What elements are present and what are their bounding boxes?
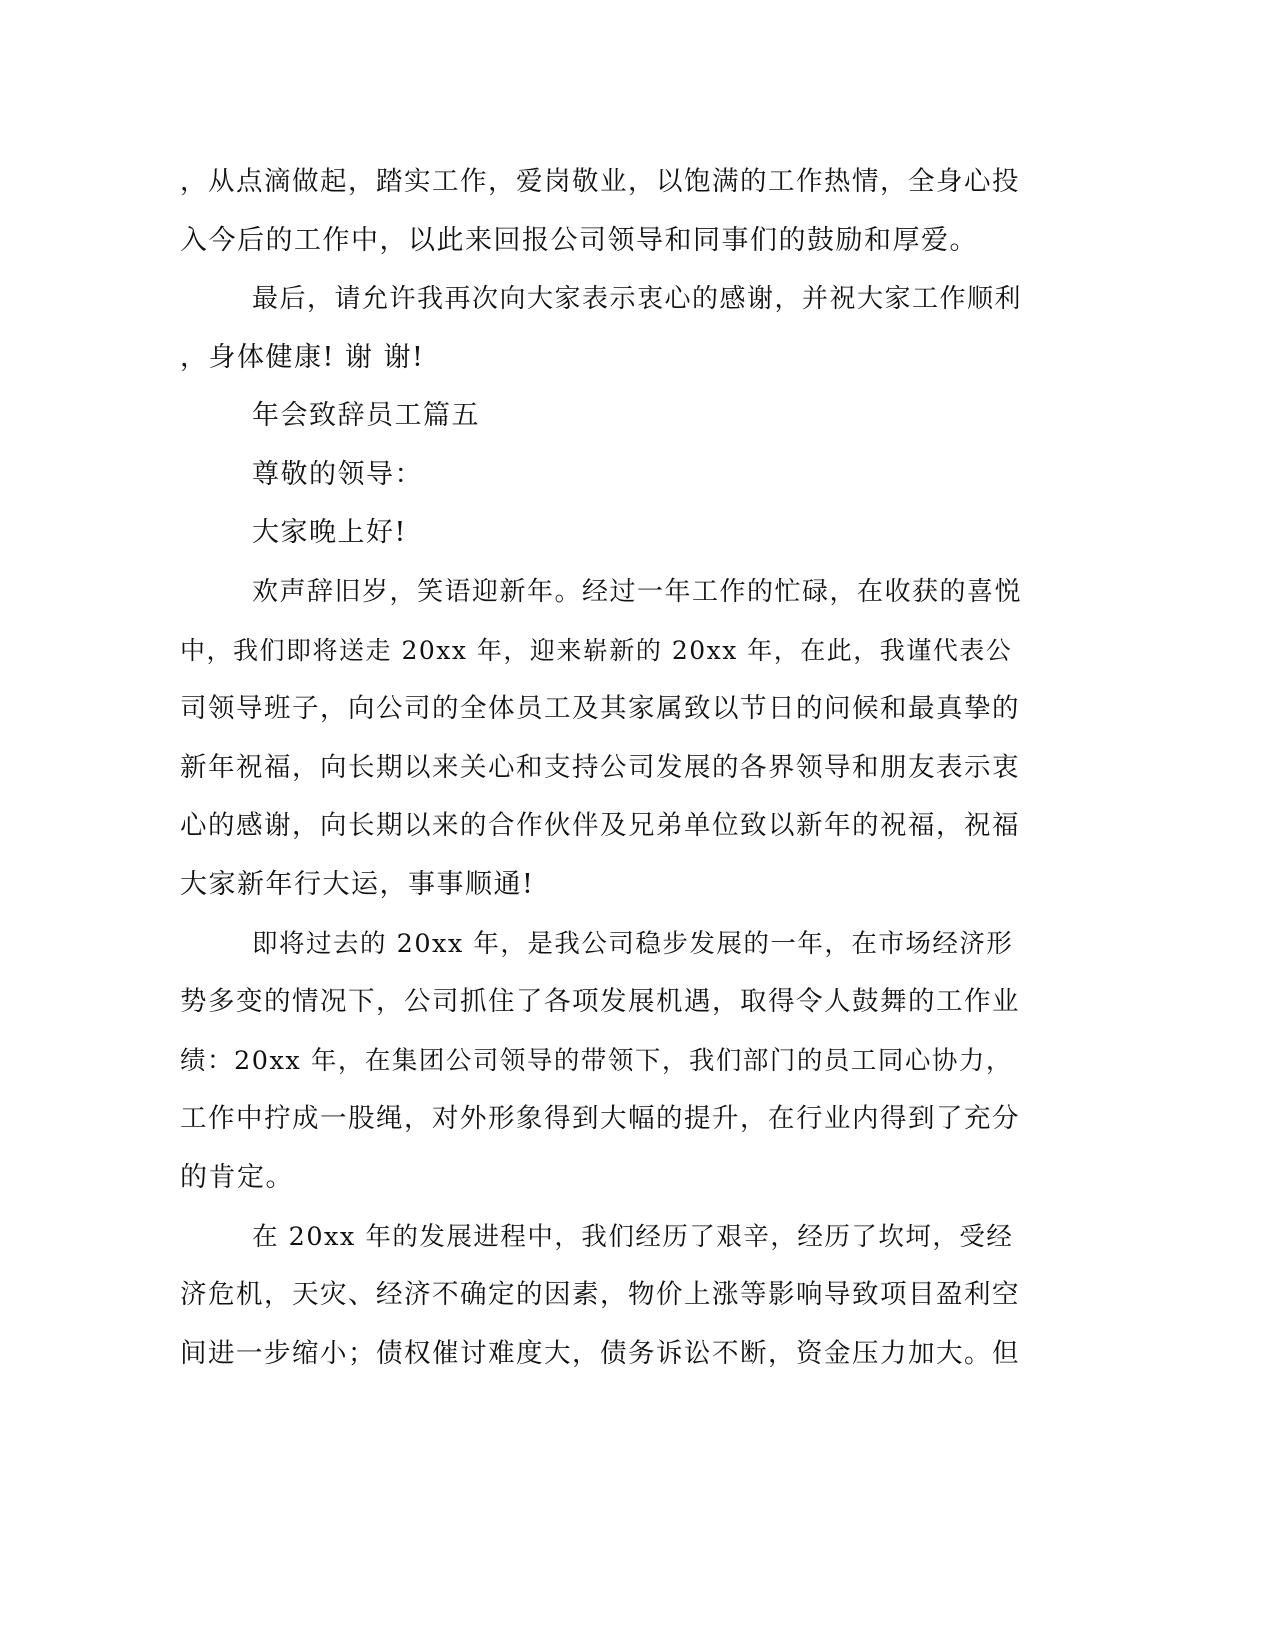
- text-line: 势多变的情况下，公司抓住了各项发展机遇，取得令人鼓舞的工作业: [180, 986, 1020, 1017]
- salutation: 尊敬的领导：: [252, 459, 423, 490]
- text-line: 司领导班子，向公司的全体员工及其家属致以节日的问候和最真挚的: [180, 693, 1020, 724]
- text-line: 间进一步缩小；债权催讨难度大，债务诉讼不断，资金压力加大。但: [180, 1338, 1020, 1369]
- text-line: 即将过去的 20xx 年，是我公司稳步发展的一年，在市场经济形: [252, 929, 1014, 959]
- text-line: 心的感谢，向长期以来的合作伙伴及兄弟单位致以新年的祝福，祝福: [180, 810, 1020, 841]
- text-line: 新年祝福，向长期以来关心和支持公司发展的各界领导和朋友表示衷: [180, 752, 1020, 783]
- text-line: 在 20xx 年的发展进程中，我们经历了艰辛，经历了坎坷，受经: [252, 1222, 1014, 1252]
- section-heading: 年会致辞员工篇五: [252, 400, 480, 431]
- greeting: 大家晚上好!: [252, 517, 407, 548]
- text-line: 欢声辞旧岁，笑语迎新年。经过一年工作的忙碌，在收获的喜悦: [252, 577, 1023, 607]
- text-line: 工作中拧成一股绳，对外形象得到大幅的提升，在行业内得到了充分: [180, 1103, 1020, 1134]
- text-line: 中，我们即将送走 20xx 年，迎来崭新的 20xx 年，在此，我谨代表公: [180, 636, 1013, 665]
- text-line: 大家新年行大运，事事顺通!: [180, 869, 535, 900]
- text-line: 绩：20xx 年，在集团公司领导的带领下，我们部门的员工同心协力，: [180, 1046, 1013, 1076]
- text-line: 济危机，天灾、经济不确定的因素，物价上涨等影响导致项目盈利空: [180, 1279, 1020, 1310]
- text-line: 入今后的工作中，以此来回报公司领导和同事们的鼓励和厚爱。: [180, 225, 978, 256]
- text-line: ，从点滴做起，踏实工作，爱岗敬业，以饱满的工作热情，全身心投: [180, 166, 1020, 197]
- text-line: 最后，请允许我再次向大家表示衷心的感谢，并祝大家工作顺利: [252, 284, 1023, 314]
- text-line: 的肯定。: [180, 1162, 294, 1193]
- text-line: ，身体健康! 谢 谢!: [180, 342, 425, 373]
